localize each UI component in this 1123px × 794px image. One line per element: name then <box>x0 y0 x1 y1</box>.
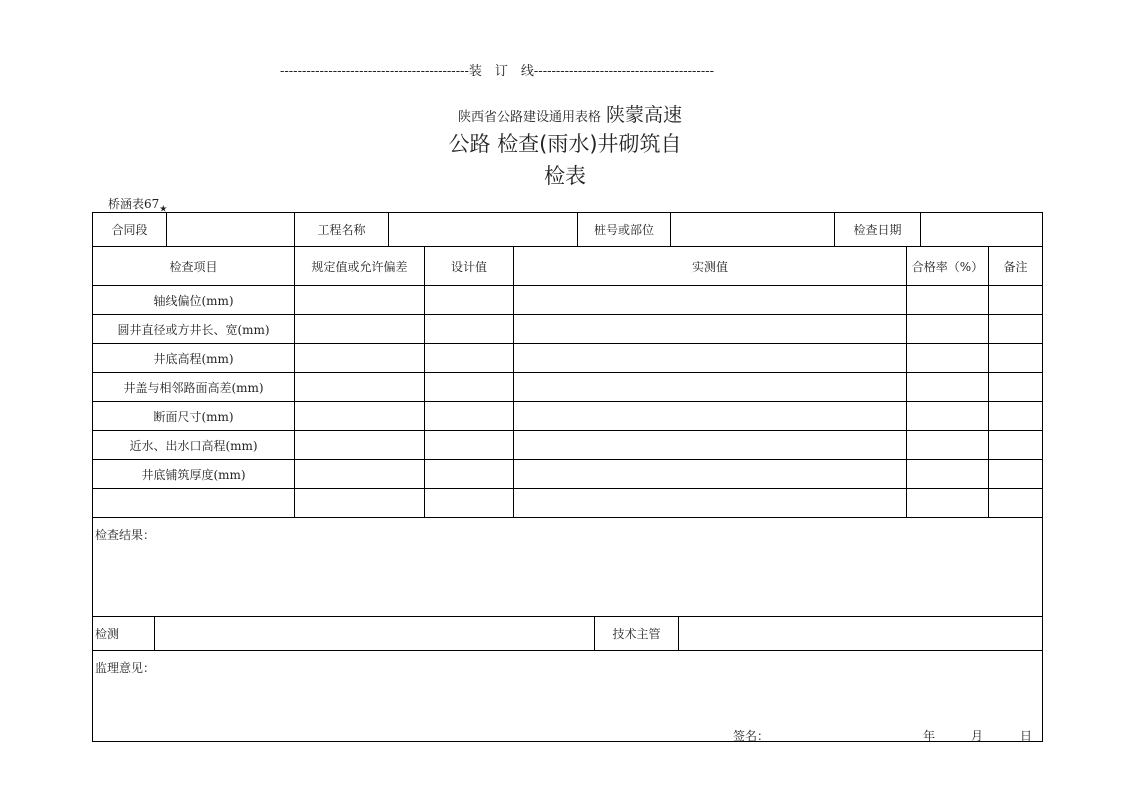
remarks-cell[interactable] <box>988 343 1043 373</box>
pass-rate-cell[interactable] <box>906 314 989 344</box>
title-line-3: 检表 <box>544 164 586 188</box>
binding-dashes-right: ----------------------------------------- <box>533 64 715 79</box>
tolerance-cell[interactable] <box>294 372 425 402</box>
design-cell[interactable] <box>424 343 514 373</box>
title-project: 陕蒙高速 <box>606 104 683 126</box>
header-measured: 实测值 <box>513 246 907 286</box>
measured-cell[interactable] <box>513 459 907 489</box>
project-name-field[interactable] <box>388 212 578 247</box>
pass-rate-cell[interactable] <box>906 372 989 402</box>
tolerance-cell[interactable] <box>294 401 425 431</box>
title-prefix: 陕西省公路建设通用表格 <box>457 110 601 125</box>
pass-rate-cell[interactable] <box>906 285 989 315</box>
binding-dashes-left: ------------------------------------------- <box>280 64 469 79</box>
day-label: 日 <box>1020 729 1033 743</box>
item-name: 井底高程(mm) <box>92 343 295 373</box>
pass-rate-cell[interactable] <box>906 488 989 518</box>
binding-line <box>280 60 840 79</box>
tech-supervisor-label: 技术主管 <box>594 616 679 651</box>
design-cell[interactable] <box>424 488 514 518</box>
measured-cell[interactable] <box>513 372 907 402</box>
measured-cell[interactable] <box>513 343 907 373</box>
remarks-cell[interactable] <box>988 459 1043 489</box>
pass-rate-cell[interactable] <box>906 343 989 373</box>
remarks-cell[interactable] <box>988 488 1043 518</box>
measured-cell[interactable] <box>513 401 907 431</box>
inspector-field[interactable] <box>154 616 595 651</box>
date-field[interactable] <box>920 212 1043 247</box>
item-name: 轴线偏位(mm) <box>92 285 295 315</box>
inspector-label: 检测 <box>92 616 155 651</box>
design-cell[interactable] <box>424 430 514 460</box>
date-label: 检查日期 <box>834 212 921 247</box>
title-line-1 <box>400 100 740 127</box>
header-design: 设计值 <box>424 246 514 286</box>
item-name: 断面尺寸(mm) <box>92 401 295 431</box>
design-cell[interactable] <box>424 285 514 315</box>
pass-rate-cell[interactable] <box>906 459 989 489</box>
pass-rate-cell[interactable] <box>906 401 989 431</box>
contract-label: 合同段 <box>92 212 167 247</box>
station-field[interactable] <box>670 212 835 247</box>
tolerance-cell[interactable] <box>294 488 425 518</box>
tech-supervisor-field[interactable] <box>678 616 1043 651</box>
remarks-cell[interactable] <box>988 285 1043 315</box>
title-line-2: 公路 检查(雨水)井砌筑自 <box>448 132 682 156</box>
item-name: 近水、出水口高程(mm) <box>92 430 295 460</box>
header-tolerance: 规定值或允许偏差 <box>294 246 425 286</box>
pass-rate-cell[interactable] <box>906 430 989 460</box>
design-cell[interactable] <box>424 314 514 344</box>
binding-label: 装 订 线 <box>468 64 534 79</box>
tolerance-cell[interactable] <box>294 430 425 460</box>
year-label: 年 <box>923 729 936 743</box>
sign-label: 签名： <box>733 729 770 743</box>
header-item: 检查项目 <box>92 246 295 286</box>
item-name: 圆井直径或方井长、宽(mm) <box>92 314 295 344</box>
station-label: 桩号或部位 <box>577 212 671 247</box>
star-mark: ★ <box>159 204 168 215</box>
measured-cell[interactable] <box>513 285 907 315</box>
remarks-cell[interactable] <box>988 372 1043 402</box>
result-field[interactable]: 检查结果： <box>92 517 1043 617</box>
tolerance-cell[interactable] <box>294 343 425 373</box>
remarks-cell[interactable] <box>988 314 1043 344</box>
header-remarks: 备注 <box>988 246 1043 286</box>
item-name: 井盖与相邻路面高差(mm) <box>92 372 295 402</box>
measured-cell[interactable] <box>513 314 907 344</box>
form-code-text: 桥涵表67 <box>108 197 160 211</box>
remarks-cell[interactable] <box>988 401 1043 431</box>
project-name-label: 工程名称 <box>294 212 389 247</box>
design-cell[interactable] <box>424 459 514 489</box>
design-cell[interactable] <box>424 372 514 402</box>
item-name <box>92 488 295 518</box>
item-name: 井底铺筑厚度(mm) <box>92 459 295 489</box>
month-label: 月 <box>971 729 984 743</box>
tolerance-cell[interactable] <box>294 314 425 344</box>
tolerance-cell[interactable] <box>294 459 425 489</box>
supervisor-opinion-field[interactable]: 监理意见： <box>92 650 1043 742</box>
design-cell[interactable] <box>424 401 514 431</box>
measured-cell[interactable] <box>513 430 907 460</box>
measured-cell[interactable] <box>513 488 907 518</box>
contract-field[interactable] <box>166 212 295 247</box>
remarks-cell[interactable] <box>988 430 1043 460</box>
header-pass-rate: 合格率（%） <box>906 246 989 286</box>
tolerance-cell[interactable] <box>294 285 425 315</box>
